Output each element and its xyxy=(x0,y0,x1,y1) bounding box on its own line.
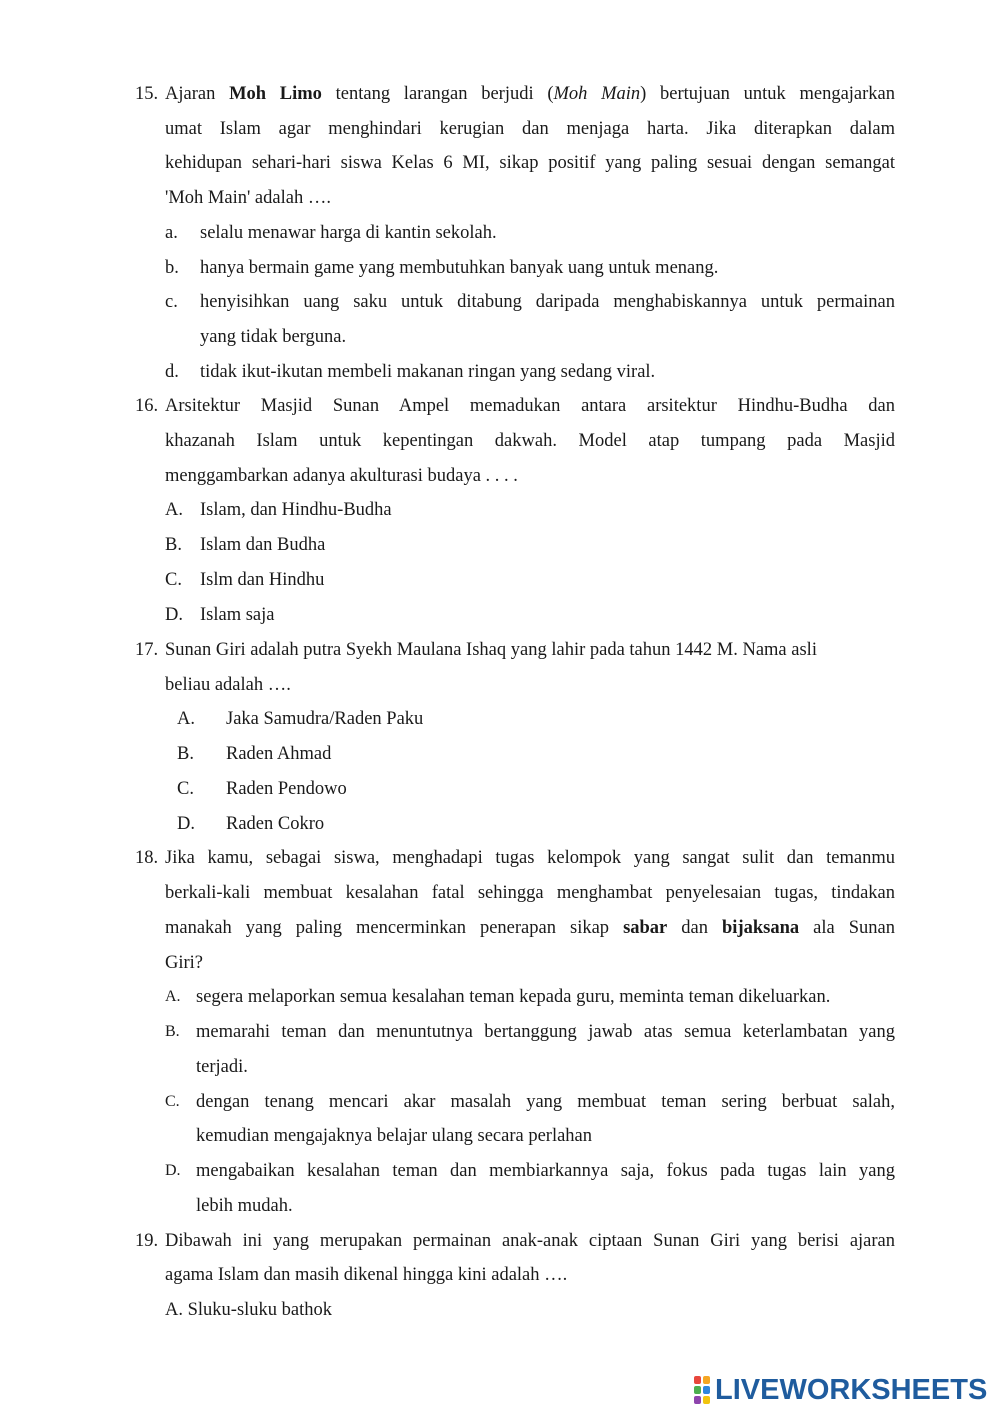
question-number: 18. xyxy=(135,848,159,868)
question-text: Sunan Giri adalah putra Syekh Maulana Ishaq yang lahir pada tahun 1442 M. Nama asli xyxy=(165,640,817,660)
question-text: khazanah Islam untuk kepentingan dakwah. Model atap tumpang pada Masjid xyxy=(165,431,895,451)
liveworksheets-logo xyxy=(693,1372,987,1408)
question-text: Giri? xyxy=(165,953,204,973)
question-text: beliau adalah …. xyxy=(165,675,291,695)
question-number: 15. xyxy=(135,84,159,104)
question-number: 19. xyxy=(135,1231,159,1251)
question-text: 'Moh Main' adalah …. xyxy=(165,188,331,208)
question-text: kehidupan sehari-hari siswa Kelas 6 MI, sikap positif yang paling sesuai dengan semangat xyxy=(165,153,895,173)
logo-text: LIVEWORKSHEETS xyxy=(715,1373,988,1406)
question-text: berkali-kali membuat kesalahan fatal sehingga menghambat penyelesaian tugas, tindakan xyxy=(165,883,895,903)
question-text: Jika kamu, sebagai siswa, menghadapi tugas kelompok yang sangat sulit dan temanmu xyxy=(165,848,895,868)
worksheet-page: 15. Ajaran Moh Limo tentang larangan berjudi (Moh Main) bertujuan untuk mengajarkan umat Islam agar menghindari kerugian dan menjaga harta. Jika diterapkan dalam kehidupan sehari-hari siswa Kelas 6 MI, sikap positif yang paling sesuai dengan semangat 'Moh Main' adalah …. a. selalu menawar harga di kantin sekolah. b. hanya bermain game yang membutuhkan banyak uang untuk menang. c. henyisihkan uang saku untuk ditabung daripada menghabiskannya untuk permainan yang tidak berguna. d. tidak ikut-ikutan membeli makanan ringan yang sedang viral. 16. Arsitektur Masjid Sunan Ampel memadukan antara arsitektur Hindhu-Budha dan khazanah Islam untuk kepentingan dakwah. Model atap tumpang pada Masjid menggambarkan adanya akulturasi budaya . . . . A. Islam, dan Hindhu-Budha B. Islam dan Budha C. Islm dan Hindhu D. Islam saja 17. Sunan Giri adalah putra Syekh Maulana Ishaq yang lahir pada tahun 1442 M. Nama asli beliau adalah …. A. Jaka Samudra/Raden Paku B. Raden Ahmad C. Raden Pendowo D. Raden Cokro 18. Jika kamu, sebagai siswa, menghadapi tugas kelompok yang sangat sulit dan temanmu berkali-kali membuat kesalahan fatal sehingga menghambat penyelesaian tugas, tindakan manakah yang paling mencerminkan penerapan sikap sabar dan bijaksana ala Sunan Giri? A. segera melaporkan semua kesalahan teman kepada guru, meminta teman dikeluarkan. B. memarahi teman dan menuntutnya bertanggung jawab atas semua keterlambatan yang terjadi. C. dengan tenang mencari akar masalah yang membuat teman sering berbuat salah, kemudian mengajaknya belajar ulang secara perlahan D. mengabaikan kesalahan teman dan membiarkannya saja, fokus pada tugas lain yang lebih mudah. 19. Dibawah ini yang merupakan permainan anak-anak ciptaan Sunan Giri yang berisi ajaran agama Islam dan masih dikenal hingga kini adalah …. A. Sluku-sluku bathok LIVEWORKSHEETS xyxy=(0,0,1000,1414)
question-text: Arsitektur Masjid Sunan Ampel memadukan antara arsitektur Hindhu-Budha dan xyxy=(165,396,895,416)
question-number: 17. xyxy=(135,640,159,660)
question-text: manakah yang paling mencerminkan penerapan sikap sabar dan bijaksana ala Sunan xyxy=(165,918,895,938)
question-text: umat Islam agar menghindari kerugian dan menjaga harta. Jika diterapkan dalam xyxy=(165,119,895,139)
question-text: Dibawah ini yang merupakan permainan anak-anak ciptaan Sunan Giri yang berisi ajaran xyxy=(165,1231,895,1251)
question-text: agama Islam dan masih dikenal hingga kini adalah …. xyxy=(165,1265,568,1285)
question-text: menggambarkan adanya akulturasi budaya . . . . xyxy=(165,466,518,486)
question-number: 16. xyxy=(135,396,159,416)
question-text: Ajaran Moh Limo tentang larangan berjudi (Moh Main) bertujuan untuk mengajarkan xyxy=(165,84,896,104)
liveworksheets-logo-icon xyxy=(693,1375,711,1405)
